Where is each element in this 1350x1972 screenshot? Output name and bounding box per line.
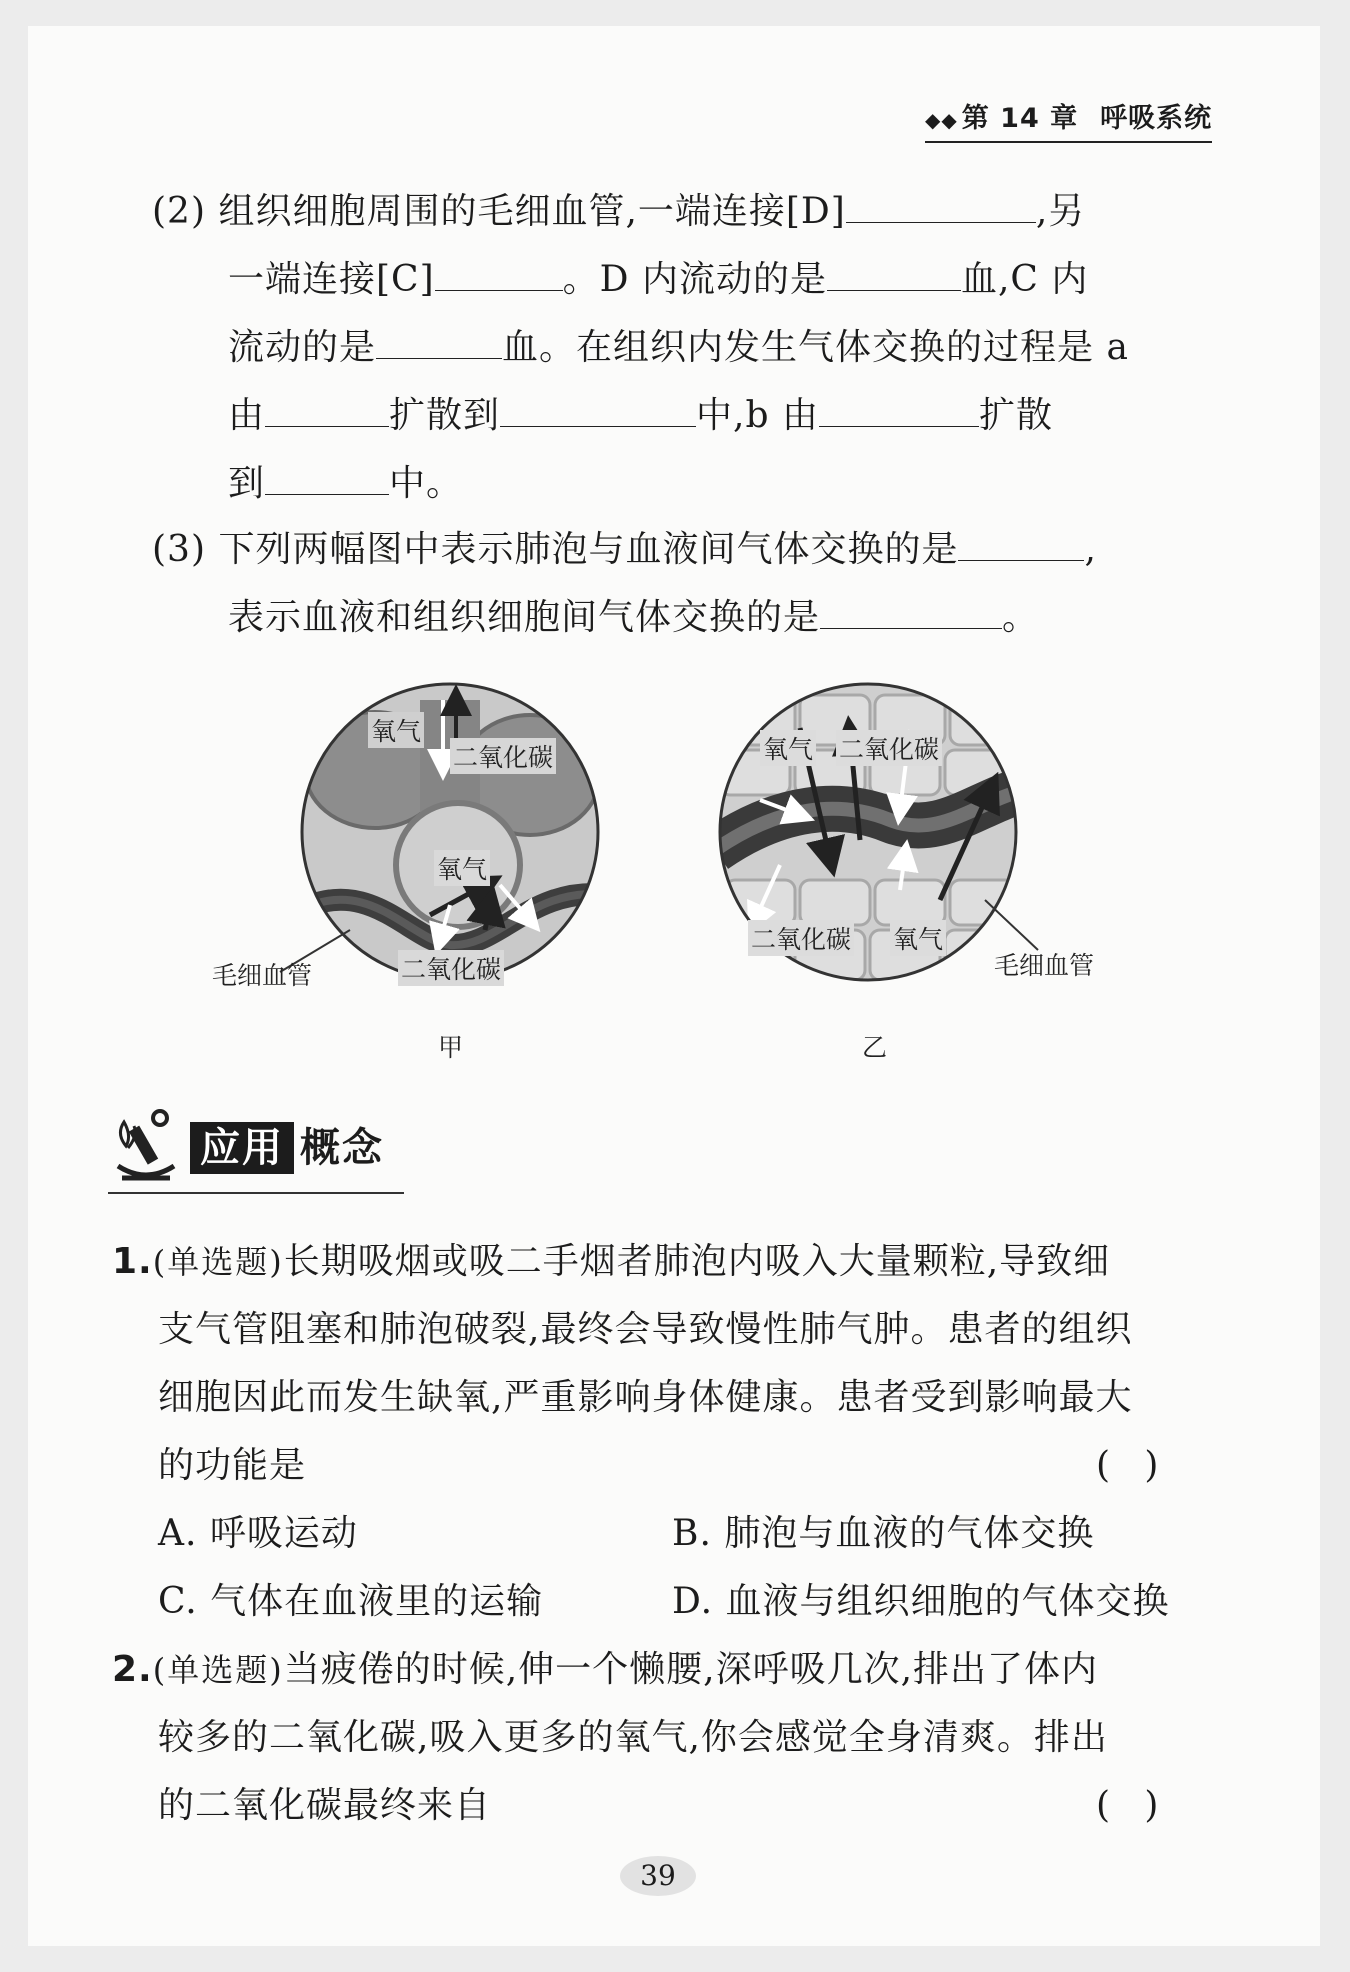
q2-line-1 bbox=[152, 188, 1085, 234]
answer-blank[interactable] bbox=[846, 188, 1036, 223]
q2-text: ,另 bbox=[1035, 191, 1086, 232]
q2-text: 扩散到 bbox=[389, 395, 501, 436]
answer-blank[interactable] bbox=[376, 324, 502, 359]
answer-blank[interactable] bbox=[827, 256, 961, 291]
question-number: 2. bbox=[112, 1649, 153, 1690]
q3-text: (3) 下列两幅图中表示肺泡与血液间气体交换的是 bbox=[152, 529, 959, 570]
question-type-tag: (单选题) bbox=[152, 1651, 284, 1689]
question-number: 1. bbox=[112, 1241, 153, 1282]
chapter-header bbox=[925, 96, 1212, 143]
q2-line-5 bbox=[228, 460, 463, 506]
q2-text: 由 bbox=[228, 395, 266, 436]
jia-co2-label: 二氧化碳 bbox=[450, 738, 556, 774]
q2-text: 中,b 由 bbox=[696, 395, 819, 436]
jia-oxygen-mid-label: 氧气 bbox=[434, 850, 490, 886]
yi-co2-label: 二氧化碳 bbox=[836, 730, 942, 766]
q3-text: 。 bbox=[1002, 597, 1040, 638]
answer-bracket[interactable]: ( ) bbox=[1096, 1785, 1159, 1826]
answer-blank[interactable] bbox=[958, 526, 1084, 561]
q2-line-4 bbox=[228, 392, 1053, 438]
option-c[interactable]: C. 气体在血液里的运输 bbox=[158, 1581, 544, 1622]
microscope-plant-icon bbox=[108, 1106, 186, 1190]
jia-oxygen-label: 氧气 bbox=[368, 712, 424, 748]
question1-line-1 bbox=[112, 1240, 1110, 1284]
page-number: 39 bbox=[620, 1856, 696, 1896]
jia-capillary-label: 毛细血管 bbox=[212, 961, 313, 990]
alveoli-diagram bbox=[280, 680, 610, 990]
q2-text: 。D 内流动的是 bbox=[562, 259, 827, 300]
question2-line-2: 较多的二氧化碳,吸入更多的氧气,你会感觉全身清爽。排出 bbox=[158, 1717, 1108, 1758]
yi-caption: 乙 bbox=[862, 1033, 888, 1062]
question-text: 长期吸烟或吸二手烟者肺泡内吸入大量颗粒,导致细 bbox=[283, 1241, 1111, 1282]
answer-blank[interactable] bbox=[435, 256, 563, 291]
question1-line-3: 细胞因此而发生缺氧,严重影响身体健康。患者受到影响最大 bbox=[158, 1377, 1133, 1418]
q2-text: 血,C 内 bbox=[960, 259, 1089, 300]
section-title: 概念 bbox=[300, 1125, 384, 1171]
question2-line-1 bbox=[112, 1648, 1098, 1692]
q2-line-2 bbox=[228, 256, 1088, 302]
q3-line-1 bbox=[152, 526, 1097, 572]
question2-line-3: 的二氧化碳最终来自 bbox=[158, 1785, 492, 1826]
option-b[interactable]: B. 肺泡与血液的气体交换 bbox=[672, 1513, 1095, 1554]
section-heading bbox=[108, 1100, 404, 1194]
answer-blank[interactable] bbox=[820, 594, 1002, 629]
yi-co2-bottom-label: 二氧化碳 bbox=[748, 920, 854, 956]
chapter-title: 呼吸系统 bbox=[1100, 103, 1213, 134]
option-d[interactable]: D. 血液与组织细胞的气体交换 bbox=[672, 1581, 1170, 1622]
q3-text: 表示血液和组织细胞间气体交换的是 bbox=[228, 597, 821, 638]
q3-text: , bbox=[1084, 529, 1097, 570]
q2-text: 扩散 bbox=[978, 395, 1053, 436]
jia-caption: 甲 bbox=[438, 1033, 464, 1062]
option-a[interactable]: A. 呼吸运动 bbox=[158, 1513, 358, 1554]
q2-text: 一端连接[C] bbox=[228, 259, 435, 300]
answer-blank[interactable] bbox=[500, 392, 696, 427]
answer-bracket[interactable]: ( ) bbox=[1096, 1445, 1159, 1486]
q2-text: 到 bbox=[228, 463, 266, 504]
q2-text: 中。 bbox=[389, 463, 464, 504]
answer-blank[interactable] bbox=[265, 460, 389, 495]
q2-text: 血。在组织内发生气体交换的过程是 a bbox=[502, 327, 1129, 368]
yi-capillary-label: 毛细血管 bbox=[994, 951, 1095, 980]
question1-line-4: 的功能是 bbox=[158, 1445, 307, 1486]
diamond-icon: ◆◆ bbox=[925, 108, 958, 132]
yi-oxygen-bottom-label: 氧气 bbox=[890, 920, 946, 956]
answer-blank[interactable] bbox=[819, 392, 979, 427]
q2-text: 流动的是 bbox=[228, 327, 377, 368]
jia-co2-bottom-label: 二氧化碳 bbox=[398, 950, 504, 986]
yi-oxygen-label: 氧气 bbox=[760, 730, 816, 766]
answer-blank[interactable] bbox=[265, 392, 389, 427]
q2-line-3 bbox=[228, 324, 1129, 370]
q3-line-2 bbox=[228, 594, 1039, 640]
question-type-tag: (单选题) bbox=[152, 1243, 284, 1281]
chapter-number: 第 14 章 bbox=[961, 103, 1079, 134]
question1-line-2: 支气管阻塞和肺泡破裂,最终会导致慢性肺气肿。患者的组织 bbox=[158, 1309, 1133, 1350]
question-text: 当疲倦的时候,伸一个懒腰,深呼吸几次,排出了体内 bbox=[283, 1649, 1099, 1690]
q2-text: (2) 组织细胞周围的毛细血管,一端连接[D] bbox=[152, 191, 846, 232]
section-chip: 应用 bbox=[190, 1122, 294, 1174]
gas-exchange-figure bbox=[200, 680, 1140, 1070]
